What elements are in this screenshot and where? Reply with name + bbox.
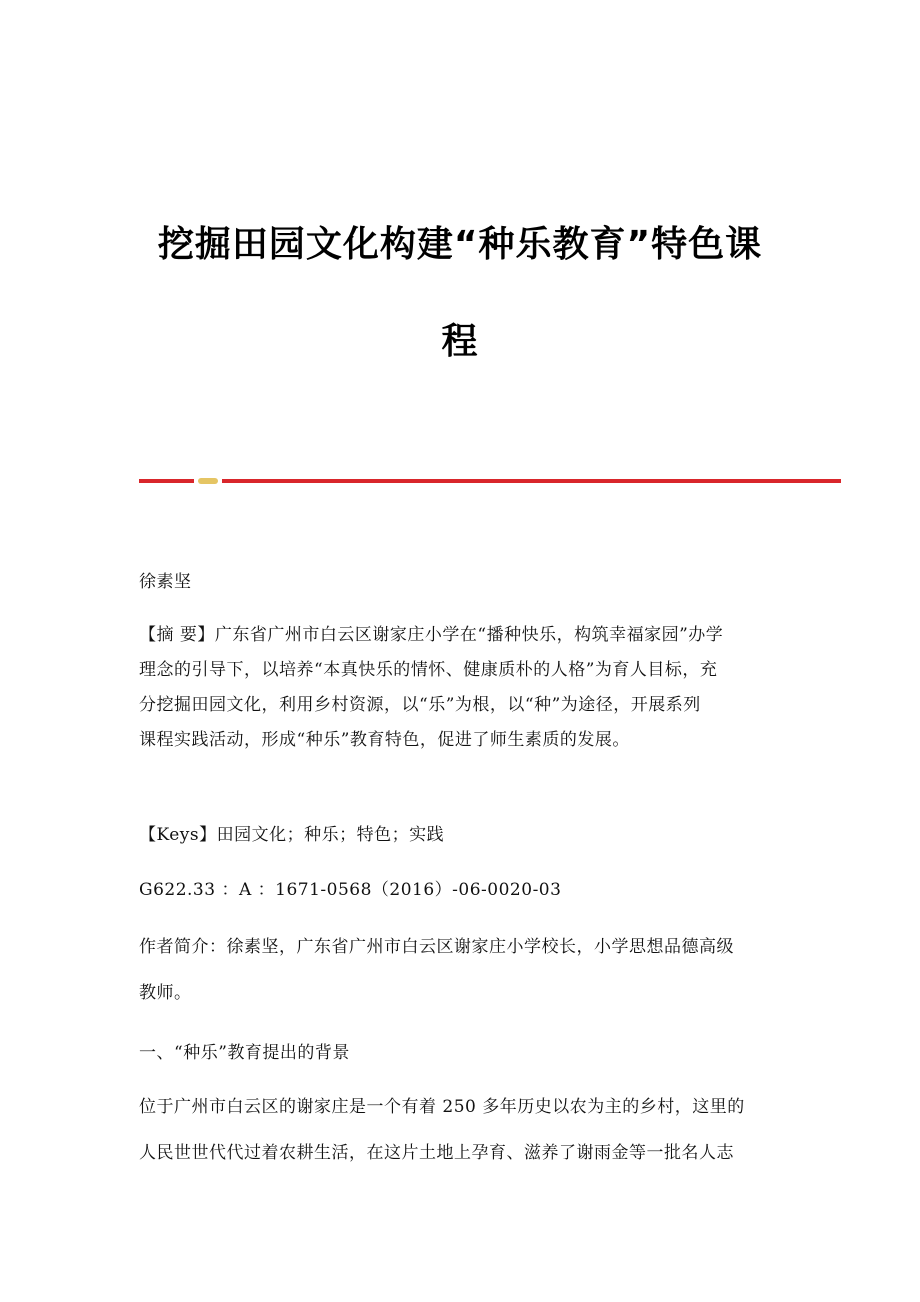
author-name: 徐素坚 [139,572,192,592]
abstract-line: 理念的引导下，以培养“本真快乐的情怀、健康质朴的人格”为育人目标，充 [139,660,718,680]
author-bio-line: 作者简介：徐素坚，广东省广州市白云区谢家庄小学校长，小学思想品德高级 [139,937,734,957]
divider-ornament-icon [198,478,218,484]
section-paragraph [139,1090,781,1171]
paragraph-line: 人民世世代代过着农耕生活，在这片土地上孕育、滋养了谢雨金等一批名人志 [139,1143,734,1163]
divider-bar-right [222,479,841,483]
keywords: 【Keys】田园文化；种乐；特色；实践 [139,825,445,845]
classification-code: G622.33 ：A ：1671-0568（2016）-06-0020-03 [139,880,562,900]
divider-bar-left [139,479,194,483]
title-divider [139,476,841,484]
abstract [139,618,781,758]
document-title-line-2: 程 [441,321,479,362]
abstract-line: 分挖掘田园文化，利用乡村资源，以“乐”为根，以“种”为途径，开展系列 [139,695,701,715]
author-bio-line: 教师。 [139,983,192,1003]
paragraph-line: 位于广州市白云区的谢家庄是一个有着 250 多年历史以农为主的乡村，这里的 [139,1097,745,1117]
document-title-line-1: 挖掘田园文化构建“种乐教育”特色课 [157,224,763,265]
section-heading: 一、“种乐”教育提出的背景 [139,1043,350,1063]
abstract-line: 【摘 要】广东省广州市白云区谢家庄小学在“播种快乐，构筑幸福家园”办学 [139,625,724,645]
author-bio [139,930,781,1011]
abstract-line: 课程实践活动，形成“种乐”教育特色，促进了师生素质的发展。 [139,730,630,750]
